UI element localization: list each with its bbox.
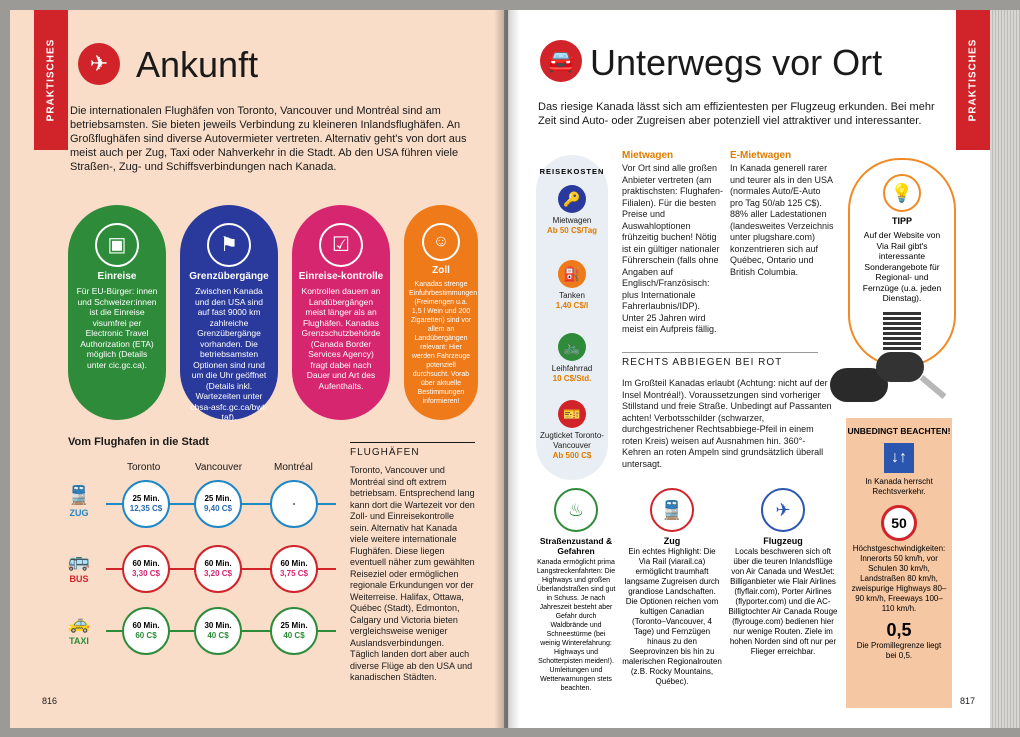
- transfer-cell: 25 Min. 12,35 C$: [122, 480, 170, 528]
- transfer-cell: 30 Min. 40 C$: [194, 607, 242, 655]
- speed-sign: 50: [881, 505, 917, 541]
- info-zug: [622, 488, 722, 687]
- lightbulb-icon: 💡: [883, 174, 921, 212]
- pill-title: Einreise-kontrolle: [298, 271, 384, 282]
- promille-value: 0,5: [886, 620, 912, 640]
- transfer-title: Vom Flughafen in die Stadt: [68, 436, 209, 448]
- cost-item: ⛽ Tanken 1,40 C$/l: [536, 260, 608, 311]
- intro-text: Die internationalen Flughäfen von Toronto, Vancouver und Montréal sind am betriebsamsten. Sie bieten jeweils Verbindung zu kleineren Inlandsflughäfen. An Großflughäfen sind diverse Autovermieter vertreten. Alternativ geht's von dort aus meist auch per Zug, Taxi oder Nahverkehr in die Stadt. Ab den USA führen viele Straßen-, Zug- und Schiffsverbindungen nach Kanada.: [70, 105, 467, 173]
- tip-body: Auf der Website von Via Rail gibt's interessante Sonderangebote für Regional- und Fernzüge (u.a. jeden Dienstag).: [862, 230, 942, 303]
- mode-bus: [64, 550, 94, 584]
- taxi-icon: 🚕: [67, 613, 91, 633]
- tip-box: [848, 158, 956, 367]
- city-label: Toronto: [127, 462, 161, 473]
- page-number: 817: [960, 696, 976, 706]
- pill-body: Kanadas strenge Einfuhrbestimmungen (Freimengen u.a. 1,5 l Wein und 200 Zigaretten) sind vor allem an Landübergängen relevant: Hier werden Fahrzeuge potenziell durchsucht. Vorab über aktuelle Bestimmungen informieren!: [409, 281, 478, 405]
- train-icon: 🚆: [67, 485, 91, 505]
- fire-icon: ♨: [554, 488, 598, 532]
- right-traffic-icon: ↓↑: [884, 443, 914, 473]
- left-page: [10, 10, 504, 728]
- page-edges: [990, 10, 1020, 728]
- train-ticket-icon: 🎫: [558, 400, 586, 428]
- passport-icon: ▣: [95, 223, 139, 267]
- info-body: Locals beschweren sich oft über die teuren Inlandsflüge von Air Canada und WestJet: Billiganbieter wie Flair Airlines (flyflair.com), Porter Airlines (flyporter.com) und die AC-Billigtochter Air Canada Rouge (flyrouge.com) bedienen hier nur wenige Routen. Ziele im hohen Norden sind oft nur per Flieger erreichbar.: [728, 547, 838, 656]
- airplane-arrival-icon: ✈: [78, 43, 120, 85]
- section-tab-label: PRAKTISCHES: [967, 38, 979, 122]
- costs-column: [536, 155, 608, 480]
- pill-einreise: [68, 205, 166, 420]
- section-tab-label: PRAKTISCHES: [45, 38, 57, 122]
- warning-box: [846, 418, 952, 708]
- train-icon: 🚆: [650, 488, 694, 532]
- pill-zoll: [404, 205, 478, 420]
- info-body: Ein echtes Highlight: Die Via Rail (viarail.ca) ermöglicht traumhaft langsame Zugreisen durch grandiose Landschaften. Die Optionen reichen vom kultigen Canadian (Toronto–Vancouver, 4 Tage) und Fernzügen hinaus zu den Seeprovinzen bis hin zu malerischen Regionalrouten (z.B. Rocky Mountains, Québec).: [622, 547, 722, 686]
- info-heading: Straßenzustand & Gefahren: [539, 536, 613, 556]
- hiker-flag-icon: ⚑: [207, 223, 251, 267]
- city-label: Vancouver: [195, 462, 243, 473]
- pill-title: Grenzübergänge: [189, 271, 269, 282]
- emietwagen-body: In Kanada generell rarer und teurer als in den USA (normales Auto/E-Auto pro Tag 50/ab 125 C$). 88% aller Ladestationen (landesweites Verzeichnis unter plugshare.com) konzentrieren sich auf Québec, Ontario und British Columbia.: [730, 163, 834, 277]
- book-gutter: [494, 10, 520, 728]
- page-number: 816: [42, 696, 58, 706]
- info-heading: Zug: [663, 536, 681, 546]
- pill-body: Für EU-Bürger: innen und Schweizer:innen ist die Einreise visumfrei per Electronic Travel Authorization (ETA) möglich (Details unter cic.gc.ca).: [76, 286, 158, 370]
- checklist-icon: ☑: [319, 223, 363, 267]
- pill-title: Zoll: [432, 265, 450, 276]
- pill-grenzuebergaenge: [180, 205, 278, 420]
- airports-heading: FLUGHÄFEN: [350, 442, 475, 458]
- airplane-icon: ✈: [761, 488, 805, 532]
- emietwagen-heading: E-Mietwagen: [730, 150, 792, 161]
- car-keys-image: [826, 348, 948, 428]
- pill-einreisekontrolle: [292, 205, 390, 420]
- customs-officer-icon: ☺: [422, 223, 460, 261]
- pill-body: Zwischen Kanada und den USA sind auf fast 9000 km zahlreiche Grenzübergänge vorhanden. Die betriebsamsten Optionen sind rund um die Uhr geöffnet (Details inkl. Wartezeiten unter cbsa-asfc.gc.ca/bwt-taf).: [190, 286, 268, 422]
- warning-traffic: In Kanada herrscht Rechtsverkehr.: [865, 477, 933, 496]
- info-body: Kanada ermöglicht prima Langstreckenfahrten: Die Highways und großen Überlandstraßen sind gut in Schuss. Je nach Jahreszeit besteht aber Gefahr durch Waldbrände und Schneestürme (bei weinig Winterefahrung: Highways und Schotterpisten meiden!). Umleitungen und Wetterwarnungen stets beachten.: [536, 559, 616, 692]
- info-heading: Flugzeug: [763, 536, 803, 546]
- promille-text: Die Promillegrenze liegt bei 0,5.: [856, 641, 942, 660]
- info-straßenzustand: [536, 488, 616, 693]
- car-key-icon: 🔑: [558, 185, 586, 213]
- transfer-cell: 60 Min. 3,30 C$: [122, 545, 170, 593]
- info-flugzeug: [728, 488, 838, 657]
- mode-label: ZUG: [69, 508, 89, 518]
- mietwagen-heading: Mietwagen: [622, 150, 674, 161]
- transfer-cell: 25 Min. 40 C$: [270, 607, 318, 655]
- bus-icon: 🚌: [67, 551, 91, 571]
- tip-label: TIPP: [891, 216, 912, 226]
- transfer-cell: -: [270, 480, 318, 528]
- warning-speed: Höchstgeschwindigkeiten: Innerorts 50 km/h, vor Schulen 30 km/h, Landstraßen 80 km/h, zweispurige Highways 80–90 km/h, Freeways 100–110 km/h.: [851, 544, 947, 613]
- warning-heading: UNBEDINGT BEACHTEN!: [847, 426, 951, 436]
- transfer-cell: 60 Min. 3,20 C$: [194, 545, 242, 593]
- page-title: Unterwegs vor Ort: [590, 42, 883, 83]
- section-tab: [956, 10, 990, 150]
- car-icon: 🚘: [540, 40, 582, 82]
- mietwagen-body: Vor Ort sind alle großen Anbieter vertreten (am praktischsten: Flughafen-Filialen). Für die besten Preise und Auswahloptionen frühzeitig buchen! Nötig ist ein gültiger nationaler Führerschein (falls ohne Angaben auf Englisch/Französisch: plus Internationale Fahrerlaubnis/IDP). Unter 25 Jahren wird meist ein Aufpreis fällig.: [622, 163, 724, 334]
- cost-item: 🎫 Zugticket Toronto-Vancouver Ab 500 C$: [536, 400, 608, 461]
- intro-text: Das riesige Kanada lässt sich am effizientesten per Flugzeug erkunden. Bei mehr Zeit sind Auto- oder Zugreisen aber potenziell viel attraktiver und interessanter.: [538, 101, 935, 127]
- airports-body: Toronto, Vancouver und Montréal sind oft extrem betriebsam. Entsprechend lang kann dort die Wartezeit vor den Zoll- und Einreisekontrolle sein. Alternativ hat Kanada viele weitere internationale Flughäfen. Diese liegen eventuell näher zum gewählten Reiseziel oder ermöglichen regionale Erkundungen vor der Weiterreise. Halifax, Ottawa, Québec (Stadt), Edmonton, Calgary und Victoria bieten vergleichsweise weniger Auslandsverbindungen. Täglich landen dort aber auch diverse Flüge ab den USA und kanadischen Städten.: [350, 465, 475, 682]
- qr-code[interactable]: [883, 312, 921, 350]
- transfer-cell: 60 Min. 60 C$: [122, 607, 170, 655]
- rightturn-body: Im Großteil Kanadas erlaubt (Achtung: nicht auf der Insel Montréal!). Voraussetzungen sind vorheriger Stillstand und freie Straße. Unbedingt auf Passanten achten! Verbotsschilder (schwarzer, durchgestrichener Rechtsabbiege-Pfeil in einem roten Kreis) weisen auf Ausnahmen hin. 360°-Kehren an roten Ampeln sind grundsätzlich überall untersagt.: [622, 378, 832, 469]
- rightturn-heading: RECHTS ABBIEGEN BEI ROT: [622, 352, 818, 368]
- city-label: Montréal: [274, 462, 313, 473]
- pill-title: Einreise: [97, 271, 137, 282]
- transfer-cell: 60 Min. 3,75 C$: [270, 545, 318, 593]
- section-tab: [34, 10, 68, 150]
- costs-heading: REISEKOSTEN: [539, 167, 605, 176]
- transfer-cell: 25 Min. 9,40 C$: [194, 480, 242, 528]
- bicycle-icon: 🚲: [558, 333, 586, 361]
- right-page: [508, 10, 990, 728]
- mode-taxi: [64, 612, 94, 646]
- fuel-pump-icon: ⛽: [558, 260, 586, 288]
- cost-item: 🚲 Leihfahrrad 10 C$/Std.: [536, 333, 608, 384]
- mode-train: [64, 484, 94, 518]
- mode-label: BUS: [69, 574, 89, 584]
- page-title: Ankunft: [136, 44, 259, 85]
- pill-body: Kontrollen dauern an Landübergängen meist länger als an Flughäfen. Kanadas Grenzschutzbehörde (Canada Border Services Agency) fragt dabei nach Dauer und Art des Aufenthalts.: [301, 286, 381, 391]
- cost-item: 🔑 Mietwagen Ab 50 C$/Tag: [536, 185, 608, 236]
- mode-label: TAXI: [69, 636, 89, 646]
